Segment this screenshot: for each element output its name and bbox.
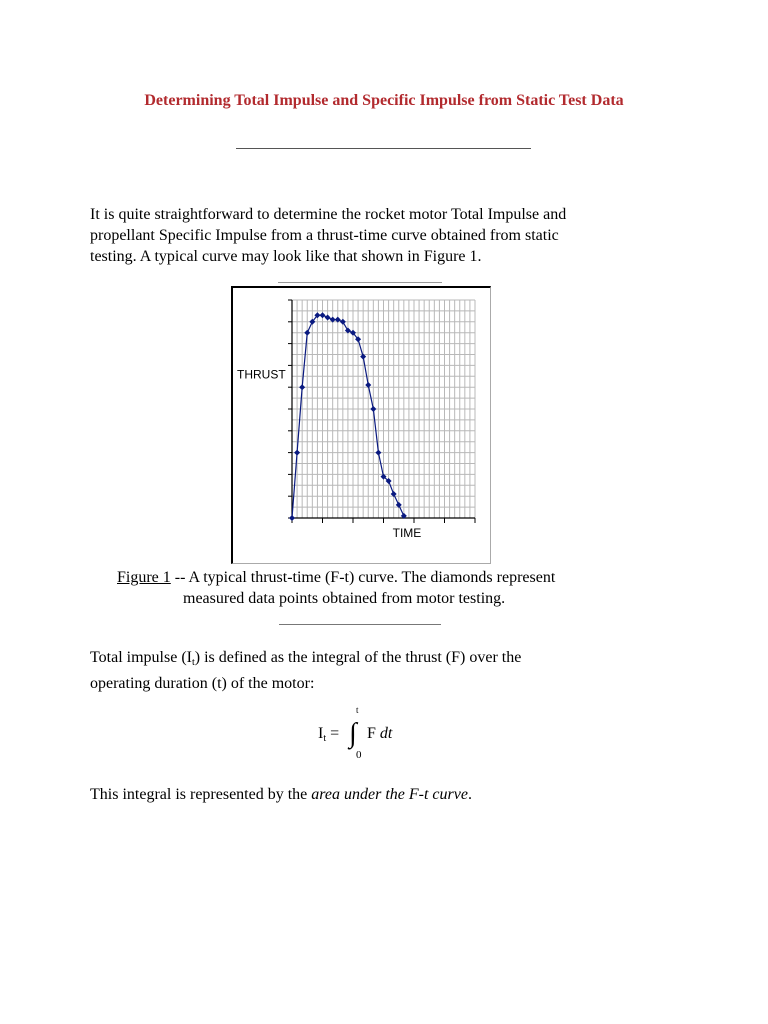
caption-line-1: -- A typical thrust-time (F-t) curve. The diamonds represent bbox=[170, 569, 556, 586]
figure-top-divider bbox=[278, 282, 442, 283]
closing-period: . bbox=[467, 786, 472, 803]
closing-emphasis: area under the F-t curve bbox=[311, 786, 468, 803]
caption-divider bbox=[279, 624, 441, 625]
x-axis-label: TIME bbox=[392, 526, 422, 540]
title-divider bbox=[236, 148, 531, 149]
impulse-formula bbox=[318, 707, 458, 767]
page-title: Determining Total Impulse and Specific Impulse from Static Test Data bbox=[144, 92, 624, 109]
figure-link[interactable]: Figure 1 bbox=[117, 569, 171, 586]
y-axis-label: THRUST bbox=[237, 367, 286, 382]
figure-1 bbox=[231, 286, 491, 564]
intro-paragraph bbox=[90, 204, 710, 267]
formula-integrand: F bbox=[367, 725, 376, 742]
integral-lower-limit: 0 bbox=[356, 749, 362, 761]
intro-line-2: propellant Specific Impulse from a thrust-time curve obtained from static bbox=[90, 227, 559, 244]
caption-line-2: measured data points obtained from motor testing. bbox=[183, 590, 506, 607]
closing-text: This integral is represented by the bbox=[90, 786, 312, 803]
intro-line-1: It is quite straightforward to determine the rocket motor Total Impulse and bbox=[90, 206, 567, 223]
integral-upper-limit: t bbox=[356, 705, 359, 715]
figure-caption bbox=[117, 567, 717, 609]
formula-equals: = bbox=[326, 725, 340, 742]
formula-dt: dt bbox=[379, 725, 393, 742]
formula-lhs-sub: t bbox=[323, 733, 327, 744]
intro-line-3: testing. A typical curve may look like that shown in Figure 1. bbox=[90, 248, 482, 265]
thrust-time-chart bbox=[233, 288, 490, 563]
ti-subscript: t bbox=[191, 657, 195, 668]
closing-paragraph bbox=[90, 784, 710, 805]
ti-text-a: Total impulse (I bbox=[90, 649, 192, 666]
ti-text-b: ) is defined as the integral of the thrust (F) over the bbox=[194, 649, 522, 666]
formula-lhs: I bbox=[318, 725, 324, 742]
ti-line-2: operating duration (t) of the motor: bbox=[90, 675, 315, 692]
integral-sign: ∫ bbox=[349, 718, 357, 749]
total-impulse-paragraph bbox=[90, 647, 710, 694]
